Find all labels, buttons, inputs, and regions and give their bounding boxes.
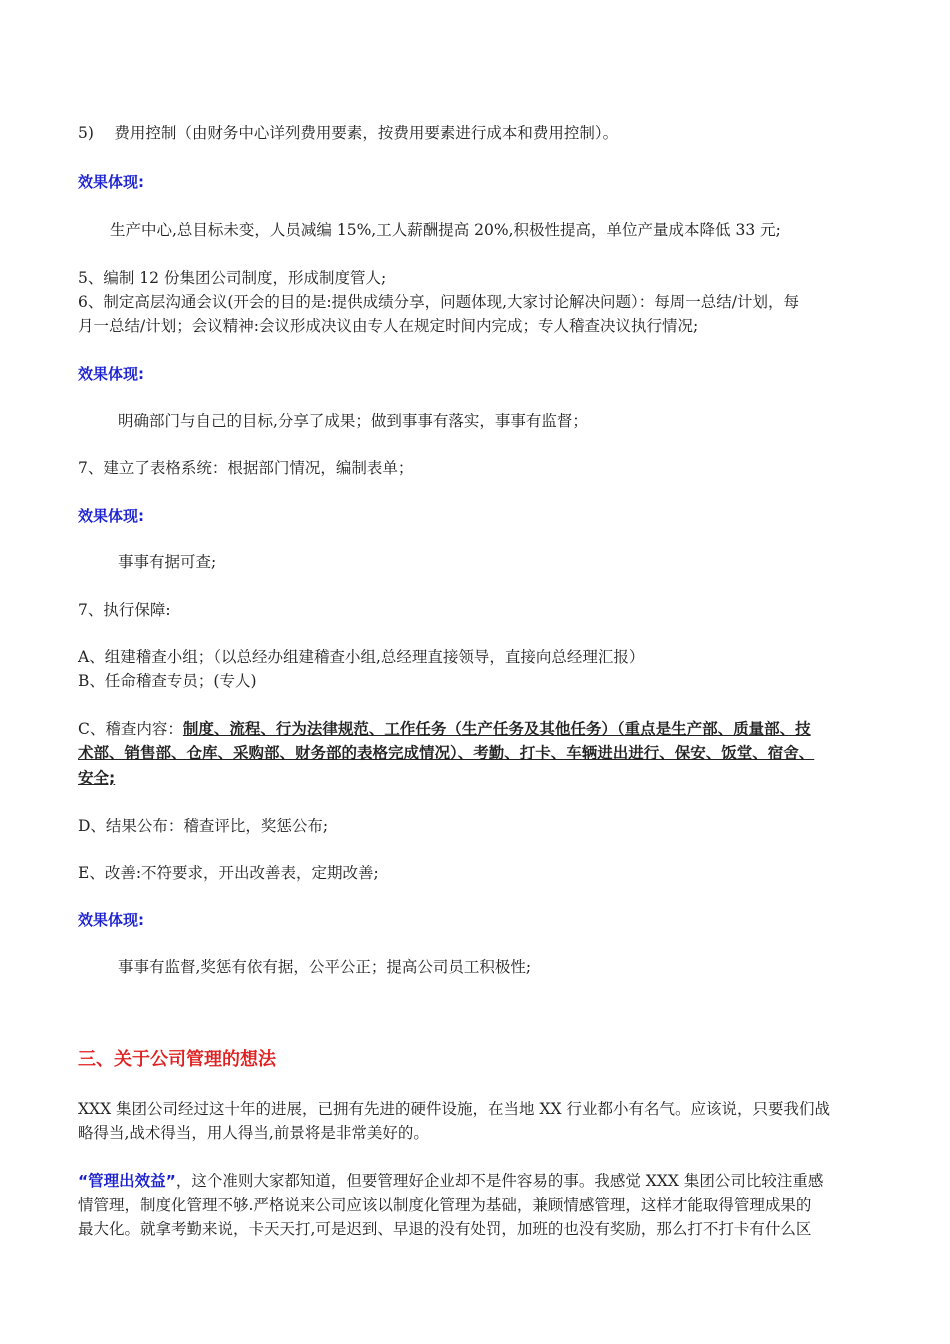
text-line: 最大化。就拿考勤来说，卡天天打,可是迟到、早退的没有处罚，加班的也没有奖励，那么打不打卡有什么区 xyxy=(78,1220,812,1238)
text-line: 5) 费用控制（由财务中心详列费用要素，按费用要素进行成本和费用控制）。 xyxy=(78,124,619,142)
text-rest: ，这个准则大家都知道，但要管理好企业却不是件容易的事。我感觉 XXX 集团公司比较注重感 xyxy=(175,1172,824,1190)
text-line: 事事有监督,奖惩有依有据，公平公正；提高公司员工积极性; xyxy=(118,958,532,976)
text-line: 情管理，制度化管理不够.严格说来公司应该以制度化管理为基础，兼顾情感管理，这样才能取得管理成果的 xyxy=(78,1196,812,1214)
text-line: 生产中心,总目标未变，人员减编 15%,工人薪酬提高 20%,积极性提高，单位产量成本降低 33 元; xyxy=(110,221,781,239)
text-line: 6、制定高层沟通会议(开会的目的是:提供成绩分享，问题体现,大家讨论解决问题）：每周一总结/计划，每 xyxy=(78,293,800,311)
text-prefix: C、稽查内容： xyxy=(78,720,183,738)
effect-label: 效果体现: xyxy=(78,911,144,929)
emphasis-line: 安全; xyxy=(78,769,116,787)
section-heading: 三、关于公司管理的想法 xyxy=(78,1049,276,1070)
text-line: 略得当,战术得当，用人得当,前景将是非常美好的。 xyxy=(78,1124,429,1142)
text-line: 事事有据可查; xyxy=(118,553,217,571)
text-line: 明确部门与自己的目标,分享了成果；做到事事有落实，事事有监督； xyxy=(118,412,588,430)
text-line-with-quote xyxy=(78,1169,823,1193)
effect-label: 效果体现: xyxy=(78,507,144,525)
text-line: XXX 集团公司经过这十年的进展，已拥有先进的硬件设施，在当地 XX 行业都小有名气。应该说，只要我们战 xyxy=(78,1100,830,1118)
text-line: B、任命稽查专员；(专人) xyxy=(78,672,257,690)
text-line: D、结果公布：稽查评比，奖惩公布; xyxy=(78,817,329,835)
effect-label: 效果体现: xyxy=(78,365,144,383)
emphasis-line: 术部、销售部、仓库、采购部、财务部的表格完成情况）、考勤、打卡、车辆进出进行、保安、饭堂、宿舍、 xyxy=(78,744,815,762)
quote-text: “管理出效益” xyxy=(78,1172,176,1190)
text-line: E、改善:不符要求，开出改善表，定期改善; xyxy=(78,864,379,882)
text-line: 月一总结/计划；会议精神:会议形成决议由专人在规定时间内完成；专人稽查决议执行情况; xyxy=(78,317,699,335)
emphasis-text: 制度、流程、行为法律规范、工作任务（生产任务及其他任务）（重点是生产部、质量部、技 xyxy=(182,720,811,738)
text-line: 7、建立了表格系统：根据部门情况，编制表单； xyxy=(78,459,414,477)
text-line: A、组建稽查小组；（以总经办组建稽查小组,总经理直接领导，直接向总经理汇报） xyxy=(78,648,645,666)
effect-label: 效果体现: xyxy=(78,173,144,191)
text-line: 7、执行保障: xyxy=(78,601,171,619)
text-line: 5、编制 12 份集团公司制度，形成制度管人; xyxy=(78,269,387,287)
text-line-with-emphasis xyxy=(78,717,811,741)
